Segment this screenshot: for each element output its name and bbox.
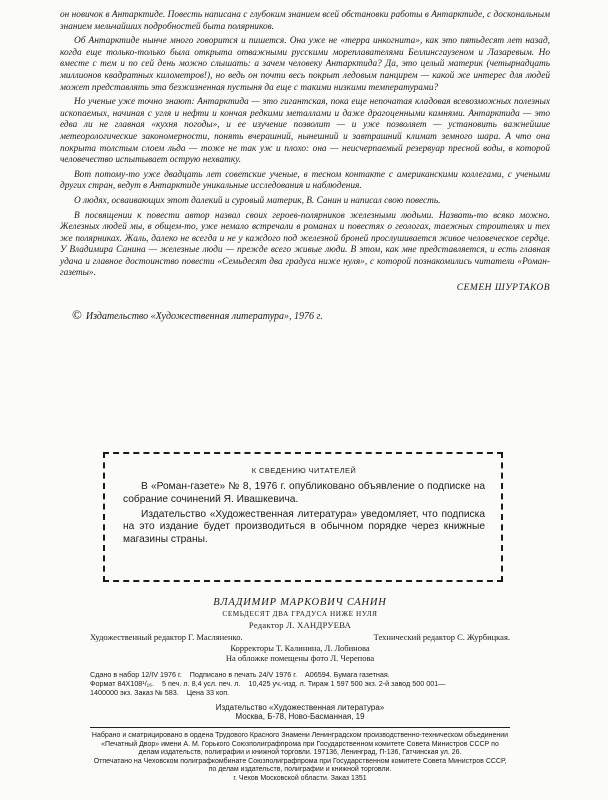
colophon (90, 597, 510, 784)
spec-item: 5 печ. л. 8,4 усл. печ. л. (162, 678, 241, 688)
publisher-name: Издательство «Художественная литература» (215, 702, 385, 712)
credits (90, 632, 510, 664)
spec-item: А06594. Бумага газетная. (305, 669, 390, 679)
spec-item: Цена 33 коп. (186, 687, 230, 697)
correctors-credit: Корректоры Т. Калинина, Л. Лобинова (230, 642, 370, 653)
art-editor-credit: Художественный редактор Г. Масляненко. (90, 632, 243, 642)
main-text (60, 10, 550, 323)
publisher-address: Москва, Б-78, Ново-Басманная, 19 (235, 712, 365, 722)
paragraph: Но ученые уже точно знают: Антарктида — это гигантская, пока еще непочатая кладовая всевозможных полезных ископаемых, начиная с угля и нефти и кончая редкими металлами и даже драгоценными камнями. Антарктида — это едва ли не главная «кухня погоды», и ее изучение позволит — и уже позволяет — установить важнейшие метеорологические закономерности, понять вчерашний, нынешний и завтрашний климат земного шара. А что она покрыта толстым слоем льда — тоже не так уж и плохо: она — неисчерпаемый резервуар пресной воды, в которой человечество испытывает острую нехватку. (60, 97, 550, 166)
notice-title: К СВЕДЕНИЮ ЧИТАТЕЛЕЙ (251, 466, 357, 475)
spec-item: Формат 84X108¹/₁₆. (90, 678, 155, 688)
printing-info (90, 732, 510, 784)
print-specs (90, 670, 510, 697)
afterword-signature: СЕМЕН ШУРТАКОВ (456, 283, 550, 294)
spec-item: 1400000 экз. Заказ № 583. (90, 687, 179, 697)
spec-item: 10,425 уч.-изд. л. Тираж 1 597 500 экз. 2-й завод 500 001— (248, 678, 446, 688)
reader-notice-box (103, 452, 503, 582)
copyright-line (72, 307, 550, 323)
copyright-icon: © (72, 307, 82, 323)
copyright-text: Издательство «Художественная литература», 1976 г. (85, 311, 323, 323)
cover-photo-credit: На обложке помещены фото Л. Черепова (225, 653, 375, 664)
notice-paragraph: В «Роман-газете» № 8, 1976 г. опубликовано объявление о подписке на собрание сочинений Я. Ивашкевича. (123, 481, 485, 505)
book-title: СЕМЬДЕСЯТ ДВА ГРАДУСА НИЖЕ НУЛЯ (222, 610, 378, 618)
paragraph: он новичок в Антарктиде. Повесть написана с глубоким знанием всей обстановки работы в Антарктиде, с доскональным знанием мельчайших подробностей быта полярников. (60, 10, 550, 32)
print-info-line: Набрано и сматрицировано в ордена Трудового Красного Знамени Ленинградском производственно-техническом объединении «Печатный Двор» имени А. М. Горького Союзполиграфпрома при Государственном комитете Совета Министров СССР по делам издательств, полиграфии и книжной торговли. 197136, Ленинград, П-136, Гатчинская ул. 26. (91, 731, 509, 757)
tech-editor-credit: Технический редактор С. Журбицкая. (373, 632, 510, 642)
notice-paragraph: Издательство «Художественная литература» уведомляет, что подписка на это издание будет производиться в обычном порядке через книжные магазины страны. (123, 508, 485, 546)
divider (90, 727, 510, 728)
print-info-line: г. Чехов Московской области. Заказ 1351 (233, 774, 367, 782)
editor-credit: Редактор Л. ХАНДРУЕВА (248, 620, 352, 630)
paragraph: В посвящении к повести автор назвал своих героев-полярников железными людьми. Назвать-то всяко можно. Железных людей мы, в общем-то, уже немало встречали в романах и повестях о геологах, таежных строителях и тех же полярниках. Жаль, далеко не всегда и не у каждого под железной броней прослушивается живое человеческое сердце. У Владимира Санина — железные люди — прежде всего живые люди. В этом, как мне представляется, и есть главная удача и главное достоинство повести «Семьдесят два градуса ниже нуля», с которой познакомились читатели «Роман-газеты». (60, 210, 550, 279)
publisher-info (90, 703, 510, 722)
paragraph: О людях, осваивающих этот далекий и суровый материк, В. Санин и написал свою повесть. (74, 195, 441, 206)
spec-item: Сдано в набор 12/IV 1976 г. (90, 669, 182, 679)
paragraph: Об Антарктиде нынче много говорится и пишется. Она уже не «терра инкогнита», как это пятьдесят лет назад, когда еще только-только была открыта отважными русскими мореплавателями Беллинсгаузеном и Лазаревым. Но вместе с тем и по сей день можно слышать: а зачем человеку Антарктида? Да, это целый материк (четырнадцать миллионов квадратных километров!), но ведь он почти весь покрыт ледовым панцирем — какой же интерес для людей может представлять эта безжизненная пустыня да еще с такими низкими температурами? (60, 36, 550, 93)
author-name: ВЛАДИМИР МАРКОВИЧ САНИН (213, 597, 387, 608)
print-info-line: Отпечатано на Чеховском полиграфкомбинате Союзполиграфпрома при Государственном комитете Совета Министров СССР, по делам издательств, полиграфии и книжной торговли. (93, 757, 507, 774)
paragraph: Вот потому-то уже двадцать лет советские ученые, в тесном контакте с американскими коллегами, с учеными других стран, ведут в Антарктиде уникальные исследования и наблюдения. (60, 169, 550, 192)
spec-item: Подписано в печать 24/V 1976 г. (189, 669, 298, 679)
